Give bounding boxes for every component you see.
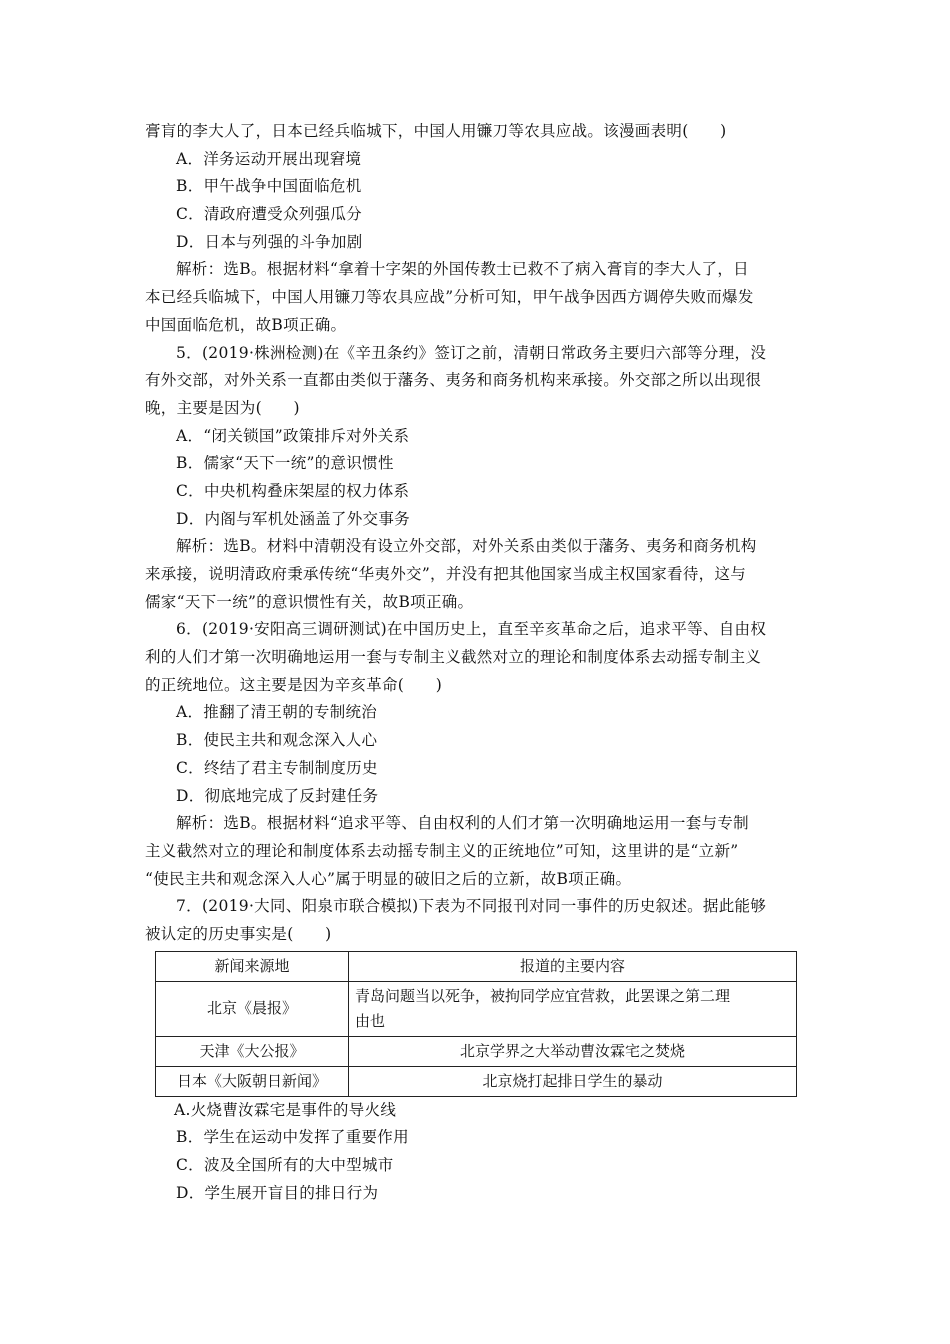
table-cell-source: 天津《大公报》 bbox=[156, 1036, 349, 1066]
document-page bbox=[145, 118, 797, 1207]
q4-option-c: C．清政府遭受众列强瓜分 bbox=[176, 205, 362, 224]
table-header-row bbox=[156, 951, 797, 981]
q5-option-a: A．“闭关锁国”政策排斥对外关系 bbox=[176, 426, 410, 445]
q6-stem-line-2: 利的人们才第一次明确地运用一套与专制主义截然对立的理论和制度体系去动摇专制主义 bbox=[145, 648, 762, 667]
table-row bbox=[156, 1066, 797, 1096]
q6-stem-line-1: 6．(2019·安阳高三调研测试)在中国历史上，直至辛亥革命之后，追求平等、自由权 bbox=[176, 620, 767, 639]
q6-analysis-line-3: “使民主共和观念深入人心”属于明显的破旧之后的立新，故B项正确。 bbox=[145, 869, 632, 888]
q5-stem-line-1: 5．(2019·株洲检测)在《辛丑条约》签订之前，清朝日常政务主要归六部等分理，没 bbox=[176, 343, 767, 362]
q5-stem-line-2: 有外交部，对外关系一直都由类似于藩务、夷务和商务机构来承接。外交部之所以出现很 bbox=[145, 371, 762, 390]
q7-option-b: B．学生在运动中发挥了重要作用 bbox=[176, 1128, 409, 1147]
q6-analysis-line-2: 主义截然对立的理论和制度体系去动摇专制主义的正统地位”可知，这里讲的是“立新” bbox=[145, 841, 739, 860]
q5-analysis-line-2: 来承接，说明清政府秉承传统“华夷外交”，并没有把其他国家当成主权国家看待，这与 bbox=[145, 565, 747, 583]
table-row bbox=[156, 981, 797, 1036]
table-cell-source: 日本《大阪朝日新闻》 bbox=[156, 1066, 349, 1096]
q6-option-c: C．终结了君主专制制度历史 bbox=[176, 758, 378, 777]
table-cell-content bbox=[349, 981, 797, 1036]
table-cell-content-line: 青岛问题当以死争，被拘同学应宜营救，此罢课之第二理 bbox=[355, 986, 731, 1005]
q4-analysis-line-1: 解析：选B。根据材料“拿着十字架的外国传教士已救不了病入膏肓的李大人了，日 bbox=[176, 260, 749, 279]
q7-option-c: C．波及全国所有的大中型城市 bbox=[176, 1156, 394, 1174]
q4-option-a: A．洋务运动开展出现窘境 bbox=[176, 149, 362, 168]
q5-analysis-line-1: 解析：选B。材料中清朝没有设立外交部，对外关系由类似于藩务、夷务和商务机构 bbox=[176, 537, 757, 556]
q7-option-d: D．学生展开盲目的排日行为 bbox=[176, 1183, 379, 1202]
q4-analysis-line-3: 中国面临危机，故B项正确。 bbox=[145, 315, 347, 334]
table-cell-content: 北京学界之大举动曹汝霖宅之焚烧 bbox=[349, 1036, 797, 1066]
q6-option-a: A．推翻了清王朝的专制统治 bbox=[176, 703, 378, 722]
table-row bbox=[156, 1036, 797, 1066]
q4-analysis-line-2: 本已经兵临城下，中国人用镰刀等农具应战”分析可知，甲午战争因西方调停失败而爆发 bbox=[145, 288, 754, 307]
q6-option-d: D．彻底地完成了反封建任务 bbox=[176, 786, 379, 805]
q5-stem-line-3: 晚，主要是因为( ) bbox=[145, 398, 300, 417]
table-header-content: 报道的主要内容 bbox=[349, 951, 797, 981]
q7-stem-line-2: 被认定的历史事实是( ) bbox=[145, 924, 332, 943]
news-table bbox=[155, 951, 797, 1097]
q6-analysis-line-1: 解析：选B。根据材料“追求平等、自由权利的人们才第一次明确地运用一套与专制 bbox=[176, 814, 749, 833]
table-cell-content: 北京烧打起排日学生的暴动 bbox=[349, 1066, 797, 1096]
q5-option-d: D．内阁与军机处涵盖了外交事务 bbox=[176, 509, 410, 528]
q7-option-a: A.火烧曹汝霖宅是事件的导火线 bbox=[174, 1100, 397, 1119]
table-header-source: 新闻来源地 bbox=[156, 951, 349, 981]
q7-stem-line-1: 7．(2019·大同、阳泉市联合模拟)下表为不同报刊对同一事件的历史叙述。据此能够 bbox=[176, 897, 767, 916]
table-cell-content-line: 由也 bbox=[355, 1011, 386, 1030]
q4-option-d: D．日本与列强的斗争加剧 bbox=[176, 232, 363, 251]
q4-stem-continuation: 膏肓的李大人了，日本已经兵临城下，中国人用镰刀等农具应战。该漫画表明( ) bbox=[145, 122, 727, 140]
q5-option-b: B．儒家“天下一统”的意识惯性 bbox=[176, 454, 394, 473]
q6-stem-line-3: 的正统地位。这主要是因为辛亥革命( ) bbox=[145, 675, 443, 694]
q6-option-b: B．使民主共和观念深入人心 bbox=[176, 731, 378, 750]
q5-option-c: C．中央机构叠床架屋的权力体系 bbox=[176, 481, 410, 500]
q5-analysis-line-3: 儒家“天下一统”的意识惯性有关，故B项正确。 bbox=[145, 592, 474, 611]
table-cell-source: 北京《晨报》 bbox=[156, 981, 349, 1036]
q4-option-b: B．甲午战争中国面临危机 bbox=[176, 177, 362, 196]
